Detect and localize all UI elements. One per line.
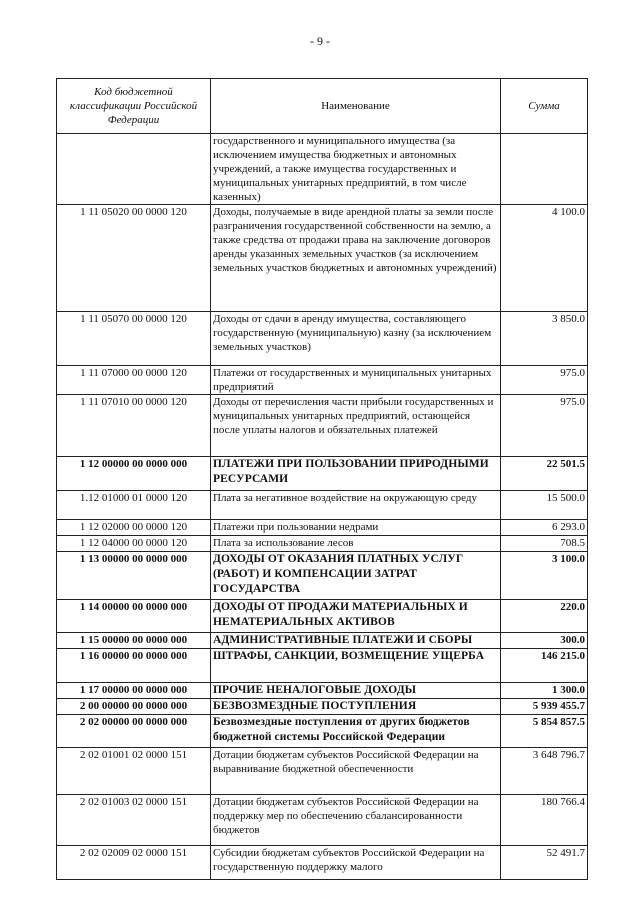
- code-cell: 2 02 02009 02 0000 151: [57, 846, 211, 880]
- table-row: [57, 699, 588, 715]
- name-cell: Субсидии бюджетам субъектов Российской Федерации на государственную поддержку малого: [211, 846, 501, 880]
- code-cell: 1 12 04000 00 0000 120: [57, 536, 211, 552]
- name-cell: ДОХОДЫ ОТ ПРОДАЖИ МАТЕРИАЛЬНЫХ И НЕМАТЕРИАЛЬНЫХ АКТИВОВ: [211, 600, 501, 633]
- sum-cell: 975.0: [501, 395, 588, 457]
- name-cell: Доходы от сдачи в аренду имущества, составляющего государственную (муниципальную) казну (за исключением земельных участков): [211, 312, 501, 366]
- name-cell: АДМИНИСТРАТИВНЫЕ ПЛАТЕЖИ И СБОРЫ: [211, 633, 501, 649]
- sum-cell: 15 500.0: [501, 491, 588, 520]
- sum-cell: 146 215.0: [501, 649, 588, 683]
- table-row: [57, 395, 588, 457]
- table-row: [57, 134, 588, 205]
- table-row: [57, 600, 588, 633]
- sum-cell: 1 300.0: [501, 683, 588, 699]
- code-cell: 2 00 00000 00 0000 000: [57, 699, 211, 715]
- name-cell: ДОХОДЫ ОТ ОКАЗАНИЯ ПЛАТНЫХ УСЛУГ (РАБОТ) И КОМПЕНСАЦИИ ЗАТРАТ ГОСУДАРСТВА: [211, 552, 501, 600]
- code-cell: 1 14 00000 00 0000 000: [57, 600, 211, 633]
- code-cell: [57, 134, 211, 205]
- table-row: [57, 520, 588, 536]
- name-cell: Доходы от перечисления части прибыли государственных и муниципальных унитарных предприятий, остающейся после уплаты налогов и обязательных платежей: [211, 395, 501, 457]
- sum-cell: 22 501.5: [501, 457, 588, 491]
- table-header-row: [57, 79, 588, 134]
- code-cell: 2 02 00000 00 0000 000: [57, 715, 211, 748]
- name-cell: Дотации бюджетам субъектов Российской Федерации на поддержку мер по обеспечению сбалансированности бюджетов: [211, 795, 501, 846]
- code-cell: 1 16 00000 00 0000 000: [57, 649, 211, 683]
- code-cell: 1 11 05020 00 0000 120: [57, 205, 211, 312]
- sum-cell: 708.5: [501, 536, 588, 552]
- header-sum: Сумма: [501, 79, 588, 134]
- table-row: [57, 633, 588, 649]
- table-row: [57, 748, 588, 795]
- table-row: [57, 312, 588, 366]
- code-cell: 2 02 01003 02 0000 151: [57, 795, 211, 846]
- code-cell: 1 15 00000 00 0000 000: [57, 633, 211, 649]
- name-cell: БЕЗВОЗМЕЗДНЫЕ ПОСТУПЛЕНИЯ: [211, 699, 501, 715]
- table-row: [57, 649, 588, 683]
- name-cell: Плата за негативное воздействие на окружающую среду: [211, 491, 501, 520]
- header-name: Наименование: [211, 79, 501, 134]
- name-cell: Дотации бюджетам субъектов Российской Федерации на выравнивание бюджетной обеспеченности: [211, 748, 501, 795]
- sum-cell: 975.0: [501, 366, 588, 395]
- sum-cell: [501, 134, 588, 205]
- table-row: [57, 491, 588, 520]
- page-number: - 9 -: [310, 34, 330, 48]
- name-cell: Платежи при пользовании недрами: [211, 520, 501, 536]
- name-cell: ПРОЧИЕ НЕНАЛОГОВЫЕ ДОХОДЫ: [211, 683, 501, 699]
- code-cell: 1 11 07000 00 0000 120: [57, 366, 211, 395]
- sum-cell: 220.0: [501, 600, 588, 633]
- table-row: [57, 715, 588, 748]
- code-cell: 1 12 02000 00 0000 120: [57, 520, 211, 536]
- name-cell: ШТРАФЫ, САНКЦИИ, ВОЗМЕЩЕНИЕ УЩЕРБА: [211, 649, 501, 683]
- sum-cell: 52 491.7: [501, 846, 588, 880]
- table-row: [57, 205, 588, 312]
- table-row: [57, 536, 588, 552]
- code-cell: 1 17 00000 00 0000 000: [57, 683, 211, 699]
- table-row: [57, 366, 588, 395]
- name-cell: ПЛАТЕЖИ ПРИ ПОЛЬЗОВАНИИ ПРИРОДНЫМИ РЕСУРСАМИ: [211, 457, 501, 491]
- budget-table: [56, 78, 588, 880]
- table-row: [57, 846, 588, 880]
- code-cell: 1 12 00000 00 0000 000: [57, 457, 211, 491]
- header-code: Код бюджетной классификации Российской Федерации: [57, 79, 211, 134]
- sum-cell: 300.0: [501, 633, 588, 649]
- table-row: [57, 552, 588, 600]
- sum-cell: 5 854 857.5: [501, 715, 588, 748]
- name-cell: Плата за использование лесов: [211, 536, 501, 552]
- sum-cell: 3 850.0: [501, 312, 588, 366]
- code-cell: 1.12 01000 01 0000 120: [57, 491, 211, 520]
- code-cell: 1 11 07010 00 0000 120: [57, 395, 211, 457]
- table-body: [57, 134, 588, 880]
- name-cell: Платежи от государственных и муниципальных унитарных предприятий: [211, 366, 501, 395]
- table-row: [57, 457, 588, 491]
- code-cell: 1 11 05070 00 0000 120: [57, 312, 211, 366]
- sum-cell: 3 648 796.7: [501, 748, 588, 795]
- sum-cell: 5 939 455.7: [501, 699, 588, 715]
- table-row: [57, 795, 588, 846]
- code-cell: 2 02 01001 02 0000 151: [57, 748, 211, 795]
- sum-cell: 4 100.0: [501, 205, 588, 312]
- sum-cell: 3 100.0: [501, 552, 588, 600]
- name-cell: Доходы, получаемые в виде арендной платы за земли после разграничения государственной собственности на землю, а также средства от продажи права на заключение договоров аренды указанных земельных участков (за исключением земельных участков бюджетных и автономных учреждений): [211, 205, 501, 312]
- sum-cell: 6 293.0: [501, 520, 588, 536]
- code-cell: 1 13 00000 00 0000 000: [57, 552, 211, 600]
- name-cell: государственного и муниципального имущества (за исключением имущества бюджетных и автономных учреждений, а также имущества государственных и муниципальных унитарных предприятий, в том числе казенных): [211, 134, 501, 205]
- name-cell: Безвозмездные поступления от других бюджетов бюджетной системы Российской Федерации: [211, 715, 501, 748]
- sum-cell: 180 766.4: [501, 795, 588, 846]
- table-row: [57, 683, 588, 699]
